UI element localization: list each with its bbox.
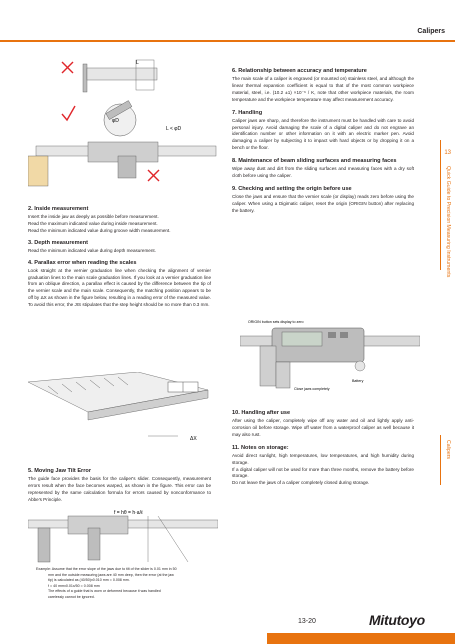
example-line: Example: Assume that the error slope of the jaws due to tilt of the slider is 0.01 mm in 50 [36,567,177,571]
example-line: The effects of a guide that is worn or deformed because it was handled [48,589,161,593]
section-4-text: Look straight at the vernier graduation line when checking the alignment of vernier graduation lines to the main scale graduation lines. If you look at a vernier graduation line from an oblique direction, a parallax effect is caused by the difference between the tip of the vernier scale and the main scale. Consequently, the matching position appears to be off by ΔX as shown in the figure below, resulting in a reading error of the measured value. To avoid this error, the JIS stipulates that the step height should be no more than 0.3 mm. [28,267,211,308]
parallax-delta-label: ΔX [190,436,197,442]
section-11-line: Avoid direct sunlight, high temperatures, low temperatures, and high humidity during storage. [232,452,414,465]
example-note [36,567,206,600]
check-mark [62,106,75,120]
section-11-line: If a digital caliper will not be used for more than three months, remove the battery before storage. [232,466,414,479]
section-6-text: The main scale of a caliper is engraved (or mounted on) stainless steel, and although the linear thermal expansion coefficient is equal to that of the most common workpiece material, steel, i.e. (10.2 ±1) ×10⁻⁶ / K, note that other workpiece materials, the room temperature and the workpiece temperature may affect measurement accuracy. [232,76,414,102]
label-diameter: φD [112,118,119,124]
side-page-number: 13 [444,150,451,156]
label-L: L [136,60,139,66]
mitutoyo-logo: Mitutoyo [369,612,425,628]
section-11-title: 11. Notes on storage: [232,444,289,451]
section-2-title: 2. Inside measurement [28,206,89,212]
section-8-title: 8. Maintenance of beam sliding surfaces and measuring faces [232,158,397,165]
section-5-title: 5. Moving Jaw Tilt Error [28,468,91,474]
caption-close-jaws: Close jaws completely [294,387,330,391]
section-5-text: The guide face provides the basis for the caliper's slider. Consequently, measurement errors result when the face becomes warped, as shown in the figure. This error can be represented by the same calculation formula for errors caused by nonconformance to Abbe's Principle. [28,476,211,502]
section-11-line: Do not leave the jaws of a caliper completely closed during storage. [232,480,370,486]
side-divider-2 [440,435,441,485]
example-line: mm and the outside measuring jaws are 40 mm deep, then the error (at the jaw [48,572,174,577]
example-line: f = 40 mmx0.01x/50 = 0.008 mm [48,583,100,588]
section-3-title: 3. Depth measurement [28,239,88,246]
label-condition: L < φD [166,126,182,132]
section-10-title: 10. Handling after use [232,410,291,416]
section-8-text: Wipe away dust and dirt from the sliding surfaces and measuring faces with a dry soft cloth before using the caliper. [232,166,414,179]
section-6-title: 6. Relationship between accuracy and temperature [232,68,367,74]
cross-mark-top [62,62,73,73]
footer-accent-bar [267,633,455,644]
caption-origin: ORIGIN button sets display to zero [248,320,304,324]
section-9-title: 9. Checking and setting the origin before use [232,185,352,192]
section-4-title: 4. Parallax error when reading the scales [28,259,137,266]
example-line: carelessly cannot be ignored. [48,594,95,599]
page-header-title: Calipers [417,28,445,35]
parallax-figure [28,372,218,452]
section-2-line: Insert the inside jaw as deeply as possible before measurement. [28,214,159,219]
header-rule [0,40,455,42]
digimatic-caliper-figure [240,318,420,398]
section-2-line: Read the maximum indicated value during inside measurement. [28,220,158,226]
tilt-formula: f = hθ = h·a/ℓ [114,510,143,516]
example-line: tip) is calculated as (40/50)x0.010 mm = 0.008 mm. [48,578,130,582]
section-3-line: Read the minimum indicated value during depth measurement. [28,247,156,253]
section-7-title: 7. Handling [232,109,263,116]
cross-mark-bottom [148,170,159,181]
section-7-text: Caliper jaws are sharp, and therefore the instrument must be handled with care to avoid personal injury. Avoid damaging the scale of a digital caliper and do not engrave an identification number or other information on it with an electric marker pen. Avoid damaging a caliper by subjecting it to impact with hard objects or by dropping it on a bench or the floor. [232,117,414,151]
section-9-text: Close the jaws and ensure that the vernier scale (or display) reads zero before using the caliper. When using a Digimatic caliper, reset the origin (ORIGIN button) after replacing the battery. [232,193,414,213]
jaw-tilt-figure [28,506,218,566]
side-guide-label: Quick Guide to Precision Measuring Instruments [445,166,451,278]
footer-page-number: 13-20 [298,618,316,625]
section-10-text: After using the caliper, completely wipe off any water and oil and lightly apply anti-corrosion oil before storage. Wipe off water from a waterproof caliper as well because it may also rust. [232,418,414,437]
section-2-line: Read the minimum indicated value during groove width measurement. [28,227,171,233]
inside-measurement-figure [28,58,218,198]
side-calipers-label: Calipers [445,440,451,460]
side-divider [440,140,441,270]
caption-battery: Battery [352,379,364,383]
